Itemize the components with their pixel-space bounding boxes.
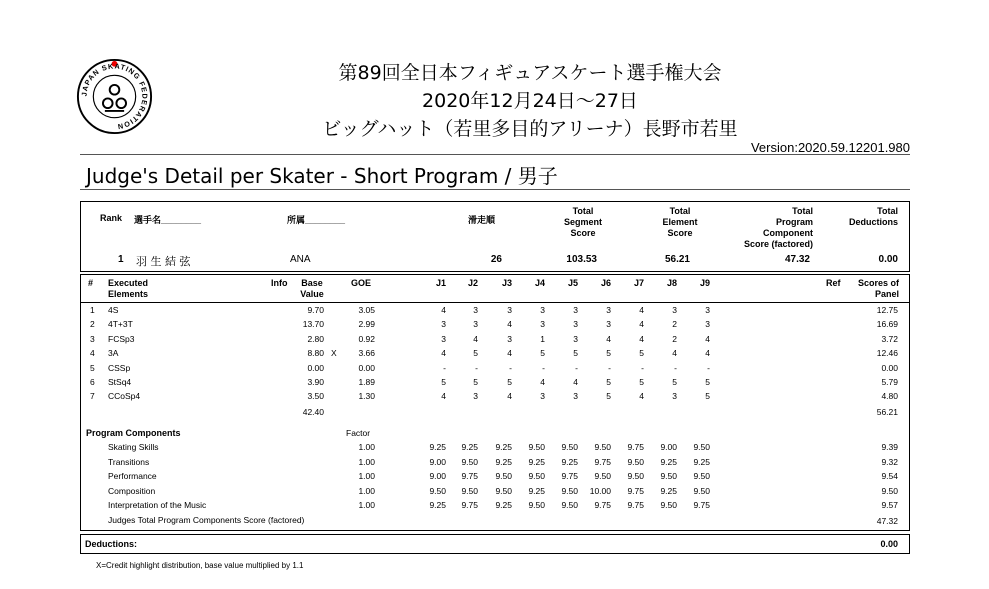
pc-factor: 1.00 (358, 442, 375, 452)
ded-header-l1: Total (877, 206, 898, 216)
element-judge-j2: 3 (473, 305, 478, 315)
element-base: 3.90 (307, 377, 324, 387)
pcs-header-l3: Component (763, 228, 813, 238)
element-judge-j7: 5 (639, 377, 644, 387)
pc-judge-j6: 9.75 (594, 456, 611, 467)
element-judge-j6: 3 (606, 305, 611, 315)
ref-header: Ref (826, 278, 841, 288)
element-goe: 1.89 (358, 377, 375, 387)
element-score: 4.80 (881, 391, 898, 402)
element-judge-j5: 4 (573, 377, 578, 387)
judge-header-j6: J6 (600, 278, 611, 288)
pc-judge-j3: 9.25 (495, 456, 512, 467)
skater-club: ANA (290, 254, 311, 265)
pc-name: Interpretation of the Music (108, 500, 207, 510)
pcs-header-l1: Total (792, 206, 813, 216)
pc-name: Skating Skills (108, 442, 159, 452)
element-judge-j5: - (575, 362, 578, 373)
element-goe: 0.92 (358, 333, 375, 344)
element-judge-j3: 4 (507, 391, 512, 402)
executed-header-l1: Executed (108, 278, 149, 288)
element-judge-j7: 4 (639, 391, 644, 402)
element-goe: 3.05 (358, 305, 375, 315)
element-base: 2.80 (307, 333, 324, 344)
element-judge-j6: 4 (606, 333, 611, 344)
pc-judge-j1: 9.25 (429, 500, 446, 510)
element-judge-j3: - (509, 362, 512, 373)
factor-header: Factor (346, 428, 371, 438)
element-judge-j9: - (707, 362, 710, 373)
pc-factor: 1.00 (358, 471, 375, 481)
executed-header-l2: Elements (108, 289, 149, 299)
base-header-l2: Value (300, 289, 324, 299)
element-judge-j8: 2 (672, 333, 677, 344)
skater-name: 羽 生 結 弦 (136, 255, 191, 268)
element-judge-j4: 3 (540, 319, 545, 330)
pc-judge-j4: 9.50 (528, 471, 545, 481)
ded-value: 0.00 (878, 254, 898, 265)
element-judge-j4: 3 (540, 305, 545, 315)
pc-name: Performance (108, 471, 157, 481)
pc-judge-j5: 9.50 (561, 500, 578, 510)
element-judge-j9: 3 (705, 319, 710, 330)
pc-judge-j3: 9.25 (495, 500, 512, 510)
pc-judge-j1: 9.00 (429, 456, 446, 467)
element-score: 5.79 (881, 377, 898, 387)
element-base: 3.50 (307, 391, 324, 402)
element-judge-j6: 5 (606, 348, 611, 359)
pc-factor: 1.00 (358, 485, 375, 496)
pcs-header (720, 206, 813, 250)
element-judge-j2: 5 (473, 377, 478, 387)
event-venue: ビッグハット（若里多目的アリーナ）長野市若里 (322, 118, 738, 140)
pc-judge-j1: 9.25 (429, 442, 446, 452)
pc-judge-j9: 9.25 (693, 456, 710, 467)
goe-header: GOE (351, 278, 372, 288)
element-judge-j7: - (641, 362, 644, 373)
pc-judge-j3: 9.50 (495, 485, 512, 496)
pc-score: 9.39 (881, 442, 898, 452)
element-judge-j8: - (674, 362, 677, 373)
pc-score: 9.54 (881, 471, 898, 481)
pc-judge-j2: 9.75 (461, 471, 478, 481)
element-judge-j4: 3 (540, 391, 545, 402)
pc-judge-j1: 9.00 (429, 471, 446, 481)
pc-judge-j7: 9.50 (627, 456, 644, 467)
pc-judge-j2: 9.75 (461, 500, 478, 510)
element-judge-j2: 3 (473, 319, 478, 330)
base-header (295, 278, 329, 300)
skater-rank: 1 (118, 254, 124, 265)
element-num: 4 (90, 348, 95, 359)
pc-judge-j8: 9.50 (660, 500, 677, 510)
element-num: 3 (90, 333, 95, 344)
page-title: Judge's Detail per Skater - Short Program / 男子 (86, 164, 558, 188)
element-goe: 3.66 (358, 348, 375, 359)
element-name: 3A (108, 348, 119, 359)
pc-judge-j2: 9.25 (461, 442, 478, 452)
element-goe: 2.99 (358, 319, 375, 330)
pc-judge-j6: 9.50 (594, 442, 611, 452)
event-dates: 2020年12月24日～27日 (422, 90, 638, 112)
panel-header-l2: Panel (874, 289, 899, 299)
pc-judge-j6: 9.75 (594, 500, 611, 510)
element-judge-j9: 5 (705, 377, 710, 387)
elements-base-total: 42.40 (302, 407, 324, 417)
element-judge-j6: 3 (606, 319, 611, 330)
deductions-label: Deductions: (85, 539, 138, 549)
judge-header-j5: J5 (567, 278, 578, 288)
judge-header-j8: J8 (666, 278, 677, 288)
pc-judge-j5: 9.50 (561, 442, 578, 452)
judge-header-j4: J4 (534, 278, 545, 288)
element-num: 7 (90, 391, 95, 402)
element-judge-j7: 4 (639, 333, 644, 344)
info-header: Info (271, 278, 288, 288)
pc-judge-j1: 9.50 (429, 485, 446, 496)
pc-judge-j8: 9.50 (660, 471, 677, 481)
element-judge-j9: 5 (705, 391, 710, 402)
pc-judge-j9: 9.50 (693, 471, 710, 481)
element-judge-j2: - (475, 362, 478, 373)
element-judge-j3: 3 (507, 333, 512, 344)
pc-score: 9.57 (881, 500, 898, 510)
judge-header-j3: J3 (501, 278, 512, 288)
rank-header: Rank (100, 213, 123, 223)
pc-judge-j7: 9.75 (627, 500, 644, 510)
version-label: Version:2020.59.12201.980 (750, 140, 910, 155)
tes-header-l3: Score (667, 228, 693, 238)
pc-judge-j7: 9.75 (627, 442, 644, 452)
element-x-mark: X (331, 348, 337, 359)
element-base: 0.00 (307, 362, 324, 373)
order-header: 滑走順 (468, 215, 496, 225)
element-judge-j1: - (443, 362, 446, 373)
element-num: 6 (90, 377, 95, 387)
element-judge-j9: 4 (705, 348, 710, 359)
executed-header (108, 278, 148, 300)
tes-header (642, 206, 718, 239)
pc-judge-j7: 9.50 (627, 471, 644, 481)
pc-judge-j4: 9.25 (528, 456, 545, 467)
pc-name: Transitions (108, 456, 150, 467)
element-judge-j8: 5 (672, 377, 677, 387)
element-goe: 0.00 (358, 362, 375, 373)
tss-value: 103.53 (566, 254, 597, 265)
tes-header-l1: Total (669, 206, 691, 216)
element-judge-j8: 3 (672, 305, 677, 315)
pc-factor: 1.00 (358, 500, 375, 510)
element-base: 9.70 (307, 305, 324, 315)
deductions-box (80, 534, 910, 554)
tss-header-l2: Segment (563, 217, 602, 227)
element-name: StSq4 (108, 377, 132, 387)
pc-judge-j5: 9.50 (561, 485, 578, 496)
pc-total-label: Judges Total Program Components Score (factored) (108, 515, 305, 525)
jsf-logo (76, 58, 153, 135)
element-judge-j2: 4 (473, 333, 478, 344)
pc-judge-j4: 9.50 (528, 442, 545, 452)
element-judge-j3: 3 (507, 305, 512, 315)
element-score: 3.72 (881, 333, 898, 344)
element-judge-j4: - (542, 362, 545, 373)
ded-header-l2: Deductions (848, 217, 898, 227)
ded-header (820, 206, 898, 228)
element-name: FCSp3 (108, 333, 135, 344)
footnote: X=Credit highlight distribution, base value multiplied by 1.1 (96, 561, 304, 570)
element-score: 12.46 (876, 348, 898, 359)
elements-score-total: 56.21 (876, 407, 898, 417)
element-judge-j8: 3 (672, 391, 677, 402)
element-judge-j4: 1 (540, 333, 545, 344)
pc-judge-j6: 9.50 (594, 471, 611, 481)
pc-judge-j3: 9.50 (495, 471, 512, 481)
pcs-header-l2: Program (775, 217, 813, 227)
name-header: 選手名________ (134, 215, 202, 225)
element-num: 2 (90, 319, 95, 330)
judge-header-j2: J2 (467, 278, 478, 288)
base-header-l1: Base (301, 278, 323, 288)
element-score: 0.00 (881, 362, 898, 373)
pc-total-value: 47.32 (876, 516, 898, 526)
element-judge-j1: 4 (441, 348, 446, 359)
element-score: 16.69 (876, 319, 898, 330)
pc-factor: 1.00 (358, 456, 375, 467)
element-judge-j5: 3 (573, 333, 578, 344)
judge-header-j1: J1 (435, 278, 446, 288)
element-name: CCoSp4 (108, 391, 141, 402)
title-rule (80, 189, 910, 190)
element-judge-j6: 5 (606, 391, 611, 402)
element-judge-j7: 4 (639, 319, 644, 330)
element-judge-j1: 5 (441, 377, 446, 387)
pcs-value: 47.32 (784, 254, 810, 265)
num-header: # (88, 278, 94, 288)
element-base: 13.70 (302, 319, 324, 330)
panel-header-l1: Scores of (857, 278, 899, 288)
pc-judge-j8: 9.25 (660, 485, 677, 496)
element-judge-j1: 4 (441, 391, 446, 402)
element-judge-j6: 5 (606, 377, 611, 387)
element-judge-j6: - (608, 362, 611, 373)
element-num: 1 (90, 305, 95, 315)
pc-judge-j8: 9.00 (660, 442, 677, 452)
pc-judge-j6: 10.00 (589, 485, 611, 496)
pc-judge-j9: 9.50 (693, 442, 710, 452)
element-judge-j2: 5 (473, 348, 478, 359)
element-judge-j9: 4 (705, 333, 710, 344)
skater-order: 26 (490, 254, 502, 265)
element-judge-j4: 5 (540, 348, 545, 359)
panel-header (840, 278, 899, 300)
pc-judge-j8: 9.25 (660, 456, 677, 467)
element-judge-j4: 4 (540, 377, 545, 387)
pcs-header-l4: Score (factored) (743, 239, 813, 249)
element-score: 12.75 (876, 305, 898, 315)
element-name: 4T+3T (108, 319, 133, 330)
judge-header-j7: J7 (633, 278, 644, 288)
element-judge-j5: 3 (573, 319, 578, 330)
pc-judge-j4: 9.25 (528, 485, 545, 496)
element-judge-j9: 3 (705, 305, 710, 315)
tes-value: 56.21 (664, 254, 690, 265)
deductions-value: 0.00 (880, 539, 898, 549)
pc-judge-j7: 9.75 (627, 485, 644, 496)
element-judge-j3: 4 (507, 319, 512, 330)
element-name: CSSp (108, 362, 131, 373)
club-header: 所属________ (287, 215, 346, 225)
pc-judge-j3: 9.25 (495, 442, 512, 452)
element-base: 8.80 (307, 348, 324, 359)
logo-ring-text: JAPAN SKATING FEDERATION (79, 61, 150, 132)
pc-judge-j5: 9.75 (561, 471, 578, 481)
tss-header-l3: Score (570, 228, 596, 238)
element-judge-j1: 4 (441, 305, 446, 315)
header-rule (80, 302, 910, 303)
event-title: 第89回全日本フィギュアスケート選手権大会 (338, 62, 722, 84)
element-num: 5 (90, 362, 95, 373)
element-judge-j8: 2 (672, 319, 677, 330)
element-judge-j5: 3 (573, 391, 578, 402)
element-judge-j3: 5 (507, 377, 512, 387)
top-rule (80, 154, 910, 155)
element-judge-j1: 3 (441, 333, 446, 344)
pc-judge-j9: 9.75 (693, 500, 710, 510)
tss-header-l1: Total (572, 206, 594, 216)
element-judge-j2: 3 (473, 391, 478, 402)
element-judge-j8: 4 (672, 348, 677, 359)
element-judge-j7: 4 (639, 305, 644, 315)
element-judge-j7: 5 (639, 348, 644, 359)
element-judge-j1: 3 (441, 319, 446, 330)
pc-score: 9.50 (881, 485, 898, 496)
element-judge-j5: 5 (573, 348, 578, 359)
tss-header (545, 206, 621, 239)
judge-header-j9: J9 (699, 278, 710, 288)
pc-judge-j5: 9.25 (561, 456, 578, 467)
pc-heading: Program Components (86, 428, 181, 438)
pc-judge-j9: 9.50 (693, 485, 710, 496)
pc-name: Composition (108, 485, 156, 496)
element-goe: 1.30 (358, 391, 375, 402)
pc-judge-j2: 9.50 (461, 485, 478, 496)
pc-score: 9.32 (881, 456, 898, 467)
element-judge-j3: 4 (507, 348, 512, 359)
tes-header-l2: Element (662, 217, 698, 227)
element-judge-j5: 3 (573, 305, 578, 315)
pc-judge-j4: 9.50 (528, 500, 545, 510)
element-name: 4S (108, 305, 119, 315)
pc-judge-j2: 9.50 (461, 456, 478, 467)
